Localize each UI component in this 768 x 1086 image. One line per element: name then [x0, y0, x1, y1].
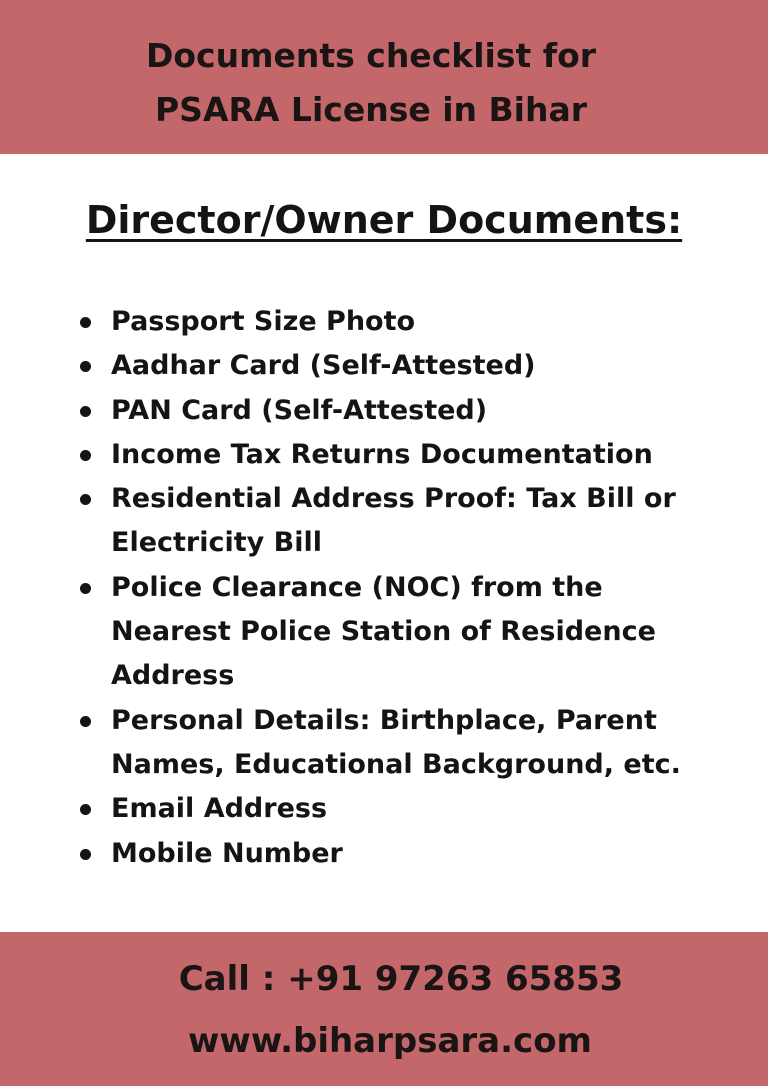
list-item-text: Email Address	[111, 793, 328, 825]
bullet-icon	[80, 583, 91, 594]
list-item-text: Mobile Number	[111, 837, 343, 869]
list-item	[78, 699, 738, 788]
website-url: www.biharpsara.com	[188, 1021, 592, 1061]
footer-banner	[0, 932, 768, 1086]
list-item-text: Police Clearance (NOC) from the	[111, 571, 603, 603]
list-item	[78, 787, 738, 831]
header-title-line-1: Documents checklist for	[145, 36, 597, 75]
bullet-icon	[80, 361, 91, 372]
list-item-text: PAN Card (Self-Attested)	[111, 394, 488, 426]
list-item	[78, 566, 738, 699]
list-item-text: Aadhar Card (Self-Attested)	[111, 350, 536, 382]
bullet-icon	[80, 406, 91, 417]
list-item	[78, 389, 738, 433]
bullet-icon	[80, 804, 91, 815]
list-item-text: Address	[111, 660, 235, 692]
header-title-line-2: PSARA License in Bihar	[154, 90, 587, 129]
bullet-icon	[80, 716, 91, 727]
contact-phone: Call : +91 97263 65853	[178, 959, 624, 999]
list-item	[78, 344, 738, 388]
list-item	[78, 300, 738, 344]
bullet-icon	[80, 849, 91, 860]
list-item-text: Personal Details: Birthplace, Parent	[111, 704, 657, 736]
bullet-icon	[80, 450, 91, 461]
list-item-text: Residential Address Proof: Tax Bill or	[111, 483, 676, 515]
list-item-text: Income Tax Returns Documentation	[111, 438, 653, 470]
list-item	[78, 433, 738, 477]
documents-list	[78, 300, 738, 876]
bullet-icon	[80, 494, 91, 505]
list-item-text: Names, Educational Background, etc.	[111, 748, 681, 780]
list-item	[78, 477, 738, 566]
list-item-text: Nearest Police Station of Residence	[111, 616, 656, 648]
list-item-text: Electricity Bill	[111, 527, 323, 559]
bullet-icon	[80, 317, 91, 328]
list-item-text: Passport Size Photo	[111, 306, 416, 337]
list-item	[78, 832, 738, 876]
header-banner	[0, 0, 768, 154]
section-heading: Director/Owner Documents:	[85, 198, 683, 242]
